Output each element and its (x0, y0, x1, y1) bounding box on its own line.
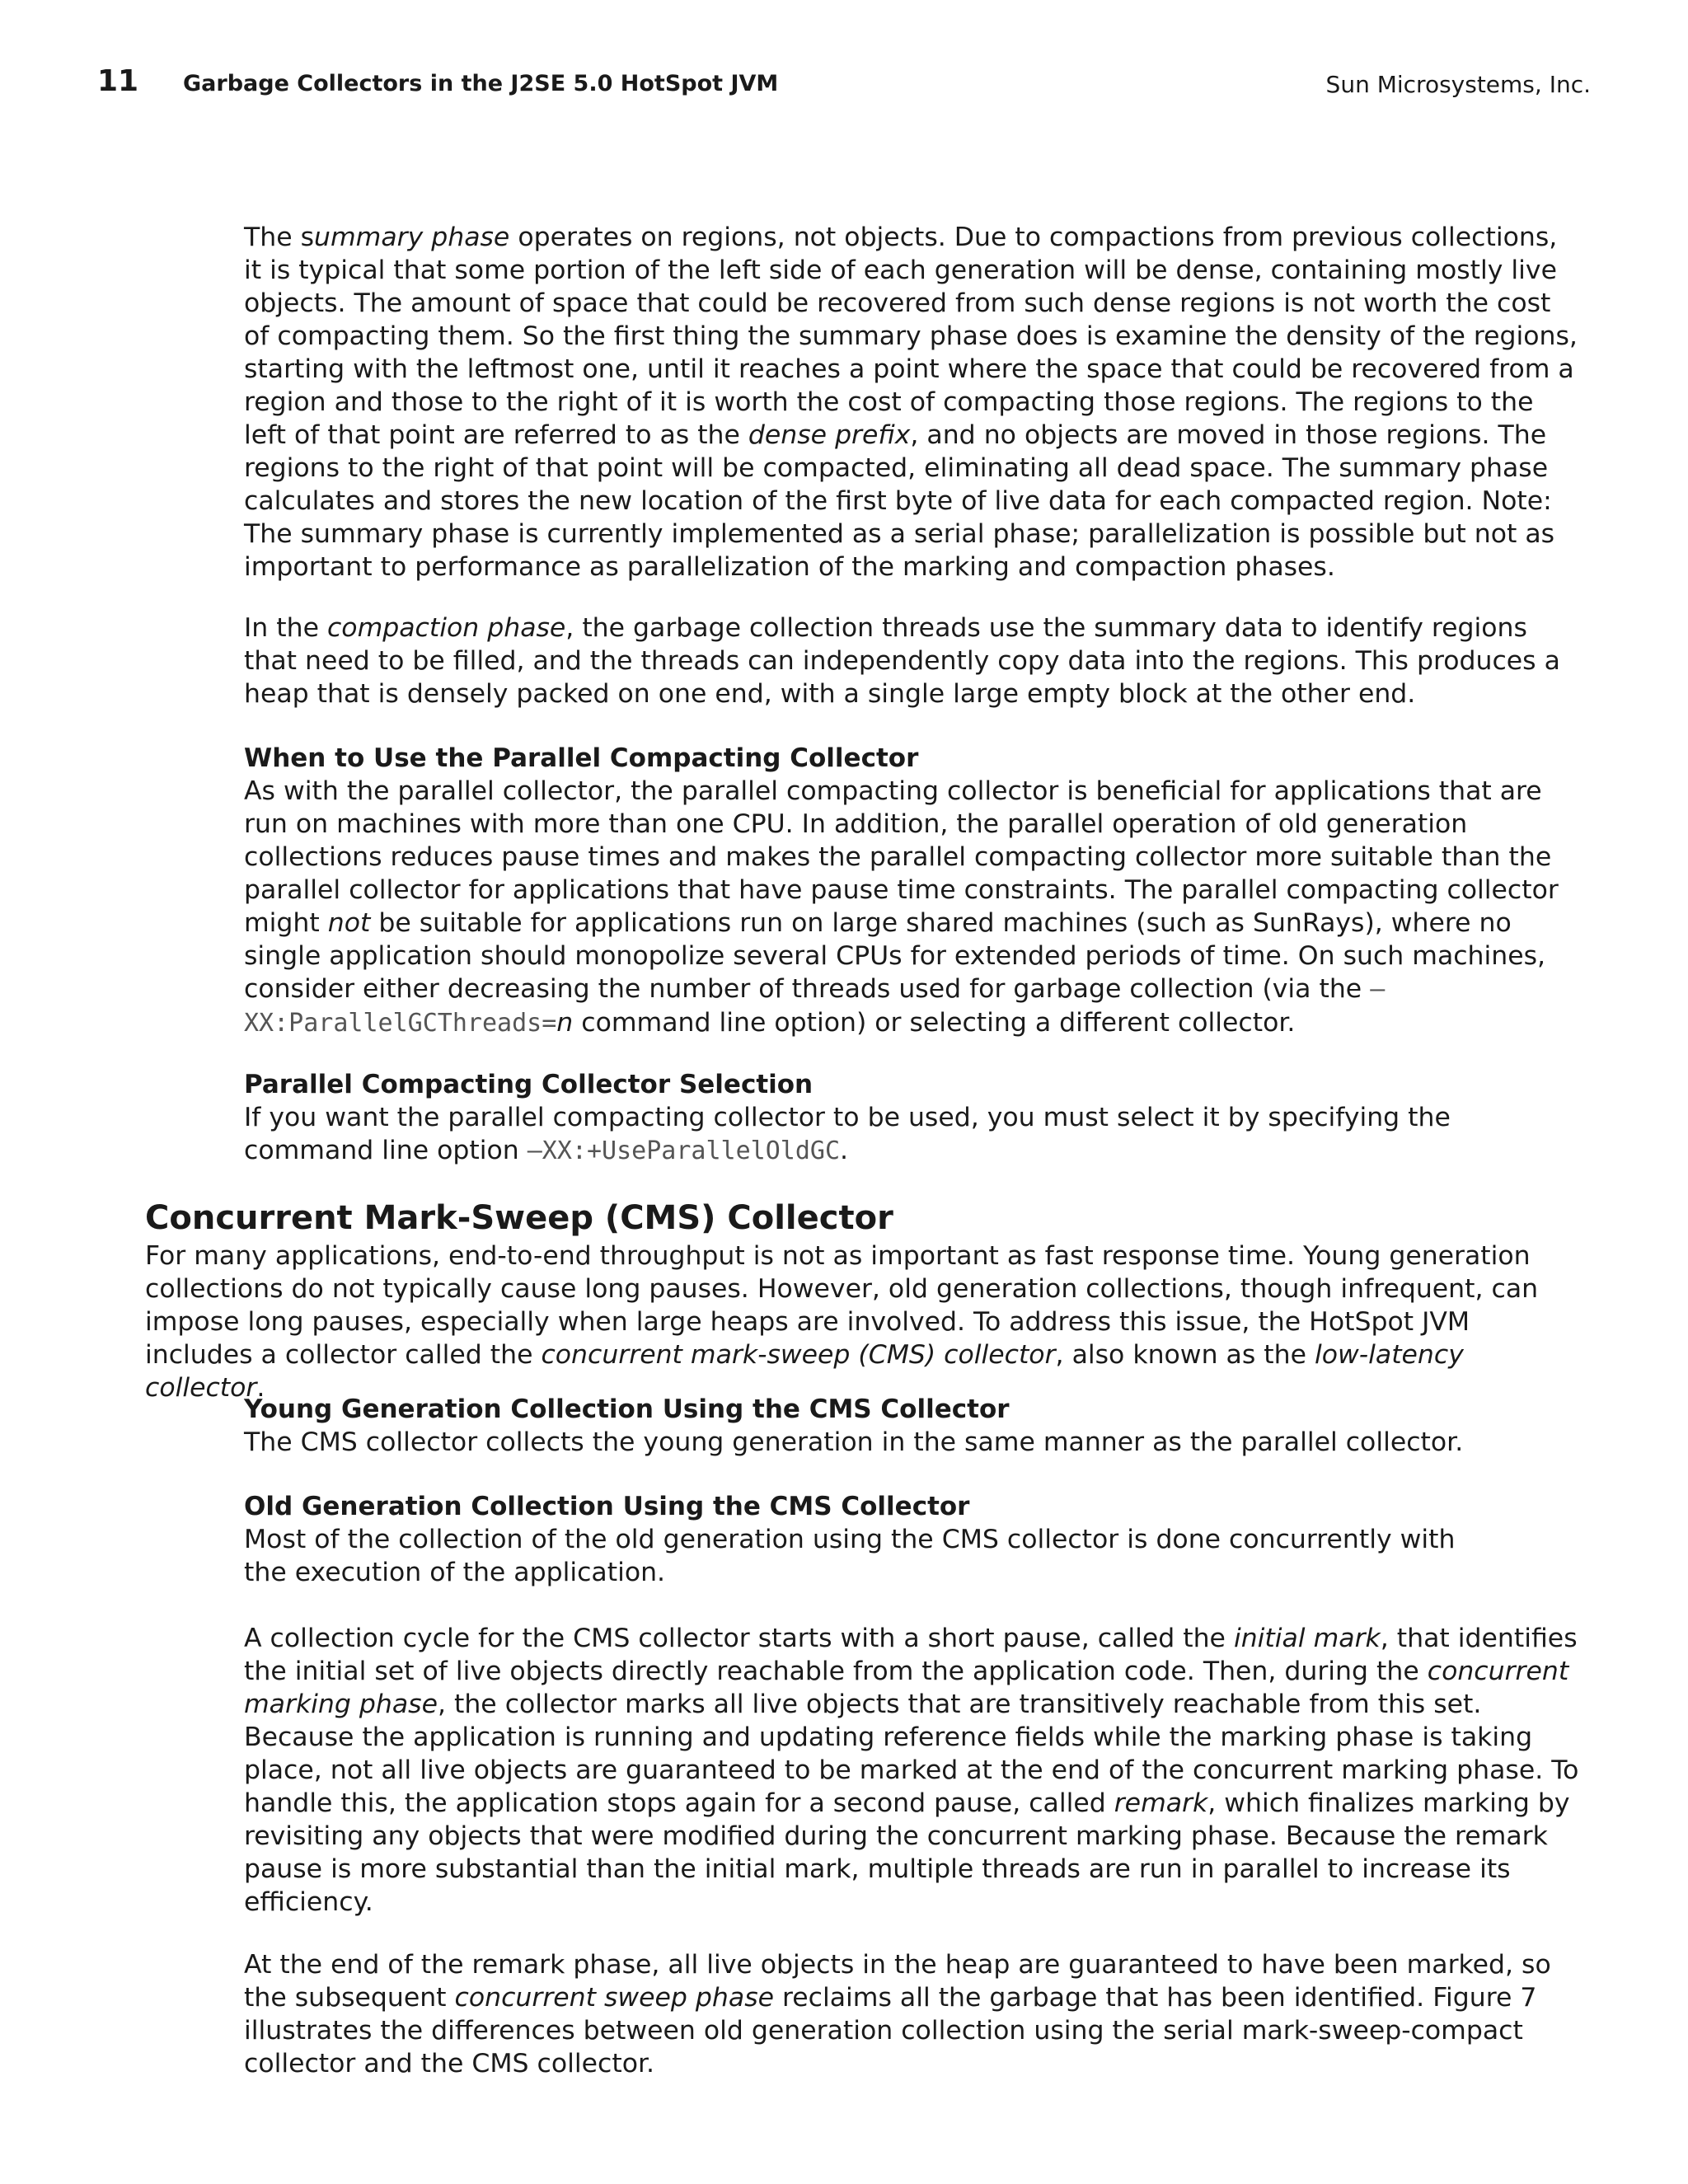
paragraph-collection-cycle: A collection cycle for the CMS collector starts with a short pause, called the initial mark, that identifies the initial set of live objects directly reachable from the application code. Then, during the concurrent marking phase, the collector marks all live objects that are transitively reachable from this set. Because the application is running and updating reference fields while the marking phase is taking place, not all live objects are guaranteed to be marked at the end of the concurrent marking phase. To handle this, the application stops again for a second pause, called remark, which finalizes marking by revisiting any objects that were modified during the concurrent marking phase. Because the remark pause is more substantial than the initial mark, multiple threads are run in parallel to increase its efficiency. (244, 1624, 1579, 1917)
company-name: Sun Microsystems, Inc. (1325, 71, 1591, 98)
subheading-when-to-use: When to Use the Parallel Compacting Collector (244, 743, 919, 773)
document-title: Garbage Collectors in the J2SE 5.0 HotSpot JVM (183, 71, 779, 96)
paragraph-selection: If you want the parallel compacting collector to be used, you must select it by specifying the command line option –XX:+UseParallelOldGC. (244, 1103, 1451, 1165)
paragraph-when-to-use: As with the parallel collector, the parallel compacting collector is beneficial for applications that are run on machines with more than one CPU. In addition, the parallel operation of old generation collections reduces pause times and makes the parallel compacting collector more suitable than the parallel collector for applications that have pause time constraints. The parallel compacting collector might not be suitable for applications run on large shared machines (such as SunRays), where no single application should monopolize several CPUs for extended periods of time. On such machines, consider either decreasing the number of threads used for garbage collection (via the –XX:ParallelGCThreads=n command line option) or selecting a different collector. (244, 776, 1559, 1038)
paragraph-young-gen: The CMS collector collects the young generation in the same manner as the parallel collector. (244, 1427, 1464, 1457)
section-old-gen (244, 1490, 1579, 1589)
section-selection (244, 1068, 1579, 1168)
subheading-selection: Parallel Compacting Collector Selection (244, 1070, 814, 1099)
section-young-gen (244, 1393, 1579, 1459)
subheading-young-gen: Young Generation Collection Using the CMS Collector (244, 1394, 1010, 1424)
page-number: 11 (97, 64, 139, 98)
paragraph-old-gen-line2: the execution of the application. (244, 1558, 666, 1587)
paragraph-old-gen-line1: Most of the collection of the old generation using the CMS collector is done concurrently with (244, 1525, 1456, 1554)
paragraph-summary-phase: The summary phase operates on regions, not objects. Due to compactions from previous collections, it is typical that some portion of the left side of each generation will be dense, containing mostly live objects. The amount of space that could be recovered from such dense regions is not worth the cost of compacting them. So the first thing the summary phase does is examine the density of the regions, starting with the leftmost one, until it reaches a point where the space that could be recovered from a region and those to the right of it is worth the cost of compacting those regions. The regions to the left of that point are referred to as the dense prefix, and no objects are moved in those regions. The regions to the right of that point will be compacted, eliminating all dead space. The summary phase calculates and stores the new location of the first byte of live data for each compacted region. Note: The summary phase is currently implemented as a serial phase; parallelization is possible but not as important to performance as parallelization of the marking and compaction phases. (244, 223, 1578, 582)
section-heading-cms: Concurrent Mark-Sweep (CMS) Collector (145, 1199, 893, 1237)
section-when-to-use (244, 742, 1579, 1040)
paragraph-compaction-phase: In the compaction phase, the garbage collection threads use the summary data to identify regions that need to be filled, and the threads can independently copy data into the regions. This produces a heap that is densely packed on one end, with a single large empty block at the other end. (244, 613, 1560, 709)
page-header (97, 64, 1591, 105)
paragraph-cms-intro: For many applications, end-to-end throughput is not as important as fast response time. Young generation collections do not typically cause long pauses. However, old generation collections, though infrequent, can impose long pauses, especially when large heaps are involved. To address this issue, the HotSpot JVM includes a collector called the concurrent mark-sweep (CMS) collector, also known as the low-latency collector. (145, 1241, 1539, 1403)
subheading-old-gen: Old Generation Collection Using the CMS Collector (244, 1492, 970, 1521)
paragraph-remark-end: At the end of the remark phase, all live objects in the heap are guaranteed to have been marked, so the subsequent concurrent sweep phase reclaims all the garbage that has been identified. Figure 7 illustrates the differences between old generation collection using the serial mark-sweep-compact collector and the CMS collector. (244, 1950, 1551, 2079)
